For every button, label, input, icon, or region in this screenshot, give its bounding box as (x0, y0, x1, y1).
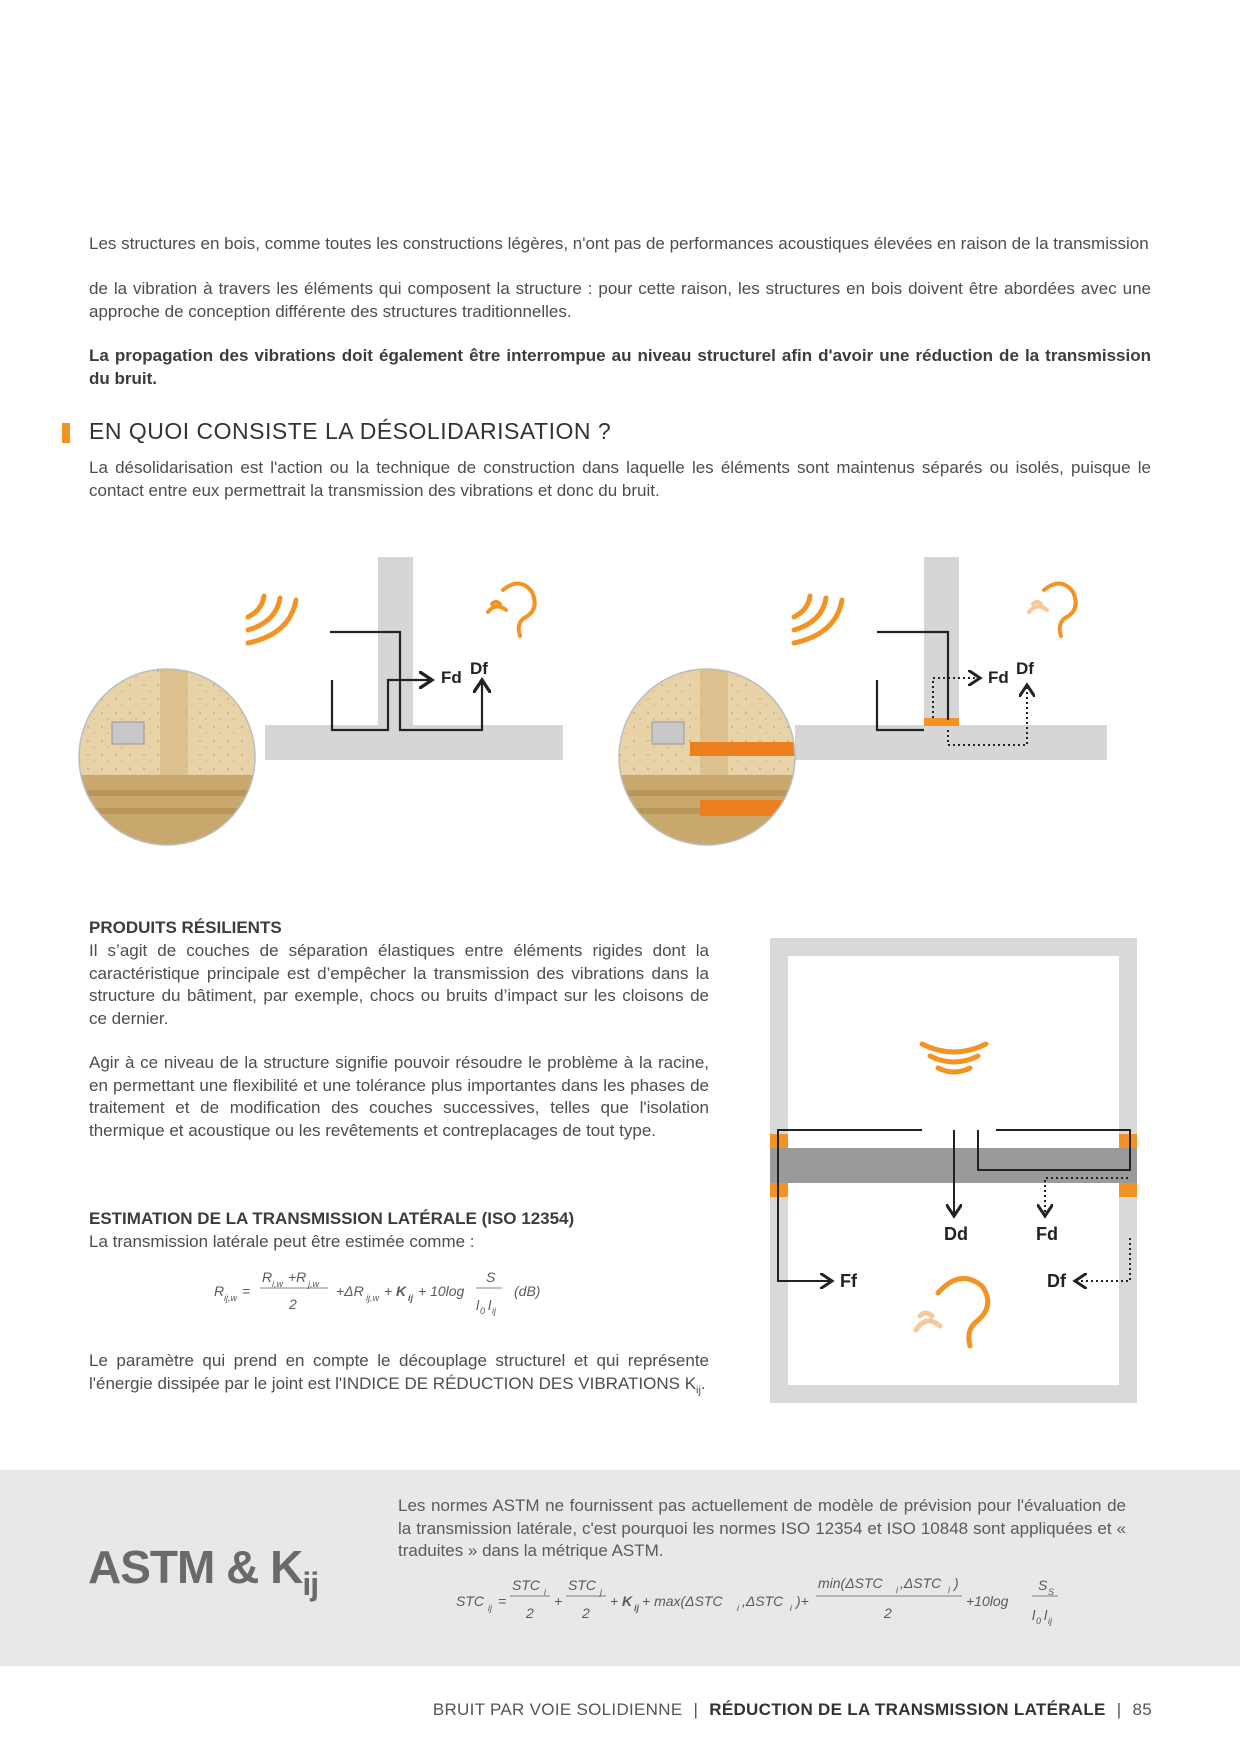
svg-text:+10log: +10log (966, 1593, 1009, 1609)
diagram-right-top (619, 557, 1107, 845)
estimation-intro: La transmission latérale peut être estimée comme : (89, 1232, 475, 1251)
svg-text:K: K (396, 1283, 407, 1299)
label-df-left: Df (470, 659, 488, 678)
section-text: La désolidarisation est l'action ou la technique de construction dans laquelle les éléments sont maintenus séparés ou isolés, puisque le contact entre eux permettrait la transmission des vibrations et donc du bruit. (89, 458, 1151, 500)
label-df-box: Df (1047, 1271, 1066, 1291)
resilient-p2: Agir à ce niveau de la structure signifie pouvoir résoudre le problème à la racine, en permettant une flexibilité et une tolérance plus importantes dans les phases de traitement et de modification des couches successives, telles que l'isolation thermique et acoustique ou les revêtements et contreplacages de tout type. (89, 1053, 709, 1140)
svg-text:2: 2 (582, 1605, 590, 1621)
intro-line-2: de la vibration à travers les éléments qui composent la structure : pour cette raison, les structures en bois doivent être abordées avec une approche de conception différente des structures traditionnelles. (89, 279, 1151, 321)
label-dd: Dd (944, 1224, 968, 1244)
svg-text:S: S (1048, 1587, 1055, 1597)
svg-text:l: l (488, 1297, 492, 1313)
svg-text:i,w: i,w (272, 1279, 283, 1289)
resilient-title: PRODUITS RÉSILIENTS (89, 918, 282, 937)
svg-text:0: 0 (480, 1306, 486, 1316)
astm-title-sub: ij (302, 1566, 319, 1602)
svg-text:=: = (498, 1593, 507, 1609)
ear-icon (488, 583, 535, 636)
svg-text:l: l (1032, 1607, 1036, 1623)
svg-text:+ΔR: +ΔR (336, 1283, 364, 1299)
label-ff: Ff (840, 1271, 857, 1291)
svg-text:j: j (600, 1587, 602, 1597)
estimation-conclusion-text: Le paramètre qui prend en compte le découplage structurel et qui représente l'énergie dissipée par le joint est l'INDICE DE RÉDUCTION DES VIBRATIONS K (89, 1351, 709, 1393)
svg-text:ij: ij (488, 1603, 492, 1613)
sound-source-icon (248, 596, 296, 643)
svg-text:ij,w: ij,w (366, 1293, 379, 1303)
svg-text:+: + (554, 1593, 563, 1609)
astm-text: Les normes ASTM ne fournissent pas actuellement de modèle de prévision pour l'évaluation de la transmission latérale, c'est pourquoi les normes ISO 12354 et ISO 10848 sont appliquées et « traduites » dans la métrique ASTM. (398, 1496, 1126, 1560)
svg-text:2: 2 (526, 1605, 534, 1621)
iso-formula (200, 1260, 620, 1330)
section-title: EN QUOI CONSISTE LA DÉSOLIDARISATION ? (89, 418, 612, 444)
svg-text:j,w: j,w (308, 1279, 319, 1289)
svg-text:STC: STC (512, 1577, 540, 1593)
estimation-conclusion (89, 1350, 709, 1401)
svg-text:i: i (737, 1603, 739, 1613)
svg-text:ij: ij (492, 1306, 496, 1316)
page-footer (433, 1700, 1152, 1720)
svg-text:STC: STC (456, 1593, 484, 1609)
label-df-right: Df (1016, 659, 1034, 678)
svg-text:i: i (790, 1603, 792, 1613)
svg-text:S: S (1038, 1577, 1048, 1593)
svg-text:(dB): (dB) (514, 1283, 541, 1299)
ear-icon-2 (1029, 583, 1076, 636)
intro-line-1: Les structures en bois, comme toutes les constructions légères, n'ont pas de performances acoustiques élevées en raison de la transmission (89, 234, 1149, 253)
estimation-title: ESTIMATION DE LA TRANSMISSION LATÉRALE (ISO 12354) (89, 1209, 575, 1228)
svg-text:2: 2 (289, 1296, 297, 1312)
svg-text:l: l (476, 1297, 480, 1313)
sound-source-icon-2 (794, 596, 842, 643)
footer-sep-2: | (1116, 1700, 1122, 1719)
svg-text:min(ΔSTC: min(ΔSTC (818, 1575, 883, 1591)
svg-text:+: + (610, 1593, 619, 1609)
svg-text:ij,w: ij,w (224, 1293, 237, 1303)
svg-text:+ max(ΔSTC: + max(ΔSTC (642, 1593, 723, 1609)
estimation-conclusion-sub: ij (696, 1383, 701, 1396)
astm-title-text: ASTM & K (88, 1541, 303, 1593)
astm-formula (450, 1568, 1070, 1642)
svg-text:S: S (486, 1269, 496, 1285)
desolidarisation-diagrams (0, 540, 1240, 860)
footer-section: BRUIT PAR VOIE SOLIDIENNE (432, 1700, 683, 1719)
svg-text:,ΔSTC: ,ΔSTC (742, 1593, 784, 1609)
svg-text:=: = (242, 1283, 251, 1299)
svg-text:R: R (262, 1269, 273, 1285)
label-fd-right: Fd (988, 668, 1009, 687)
svg-text:+R: +R (288, 1269, 307, 1285)
svg-text:ij: ij (1048, 1616, 1052, 1626)
estimation-conclusion-end: . (700, 1373, 706, 1393)
svg-text:0: 0 (1036, 1616, 1042, 1626)
section-marker (62, 423, 70, 443)
svg-text:l: l (1044, 1607, 1048, 1623)
diagram-left (79, 557, 563, 845)
svg-text:,ΔSTC: ,ΔSTC (900, 1575, 942, 1591)
svg-text:R: R (214, 1283, 225, 1299)
label-fd-box: Fd (1036, 1224, 1058, 1244)
page-number: 85 (1132, 1700, 1152, 1719)
svg-text:i: i (896, 1585, 898, 1595)
resilient-p1: Il s’agit de couches de séparation élastiques entre éléments rigides dont la caractéristique principale est d’empêcher la transmission des vibrations dans la structure du bâtiment, par exemple, chocs ou bruits d’impact sur les cloisons de ce dernier. (89, 941, 709, 1028)
svg-text:i: i (948, 1585, 950, 1595)
label-fd-left: Fd (441, 668, 462, 687)
svg-text:ij: ij (408, 1293, 414, 1303)
junction-photo-right (619, 669, 800, 845)
svg-text:STC: STC (568, 1577, 596, 1593)
intro-bold: La propagation des vibrations doit également être interrompue au niveau structurel afin d'avoir une réduction de la transmission du bruit. (89, 346, 1151, 388)
svg-text:+: + (384, 1283, 393, 1299)
astm-title (88, 1540, 318, 1603)
svg-text:2: 2 (884, 1605, 892, 1621)
svg-text:): ) (954, 1575, 959, 1591)
junction-photo-left (79, 669, 255, 845)
footer-sep-1: | (693, 1700, 699, 1719)
flanking-diagram (770, 938, 1140, 1408)
svg-text:ij: ij (634, 1603, 640, 1613)
svg-text:)+: )+ (796, 1593, 809, 1609)
footer-chapter: RÉDUCTION DE LA TRANSMISSION LATÉRALE (709, 1700, 1106, 1719)
svg-text:i: i (544, 1587, 546, 1597)
svg-text:K: K (622, 1593, 633, 1609)
svg-text:+ 10log: + 10log (418, 1283, 465, 1299)
